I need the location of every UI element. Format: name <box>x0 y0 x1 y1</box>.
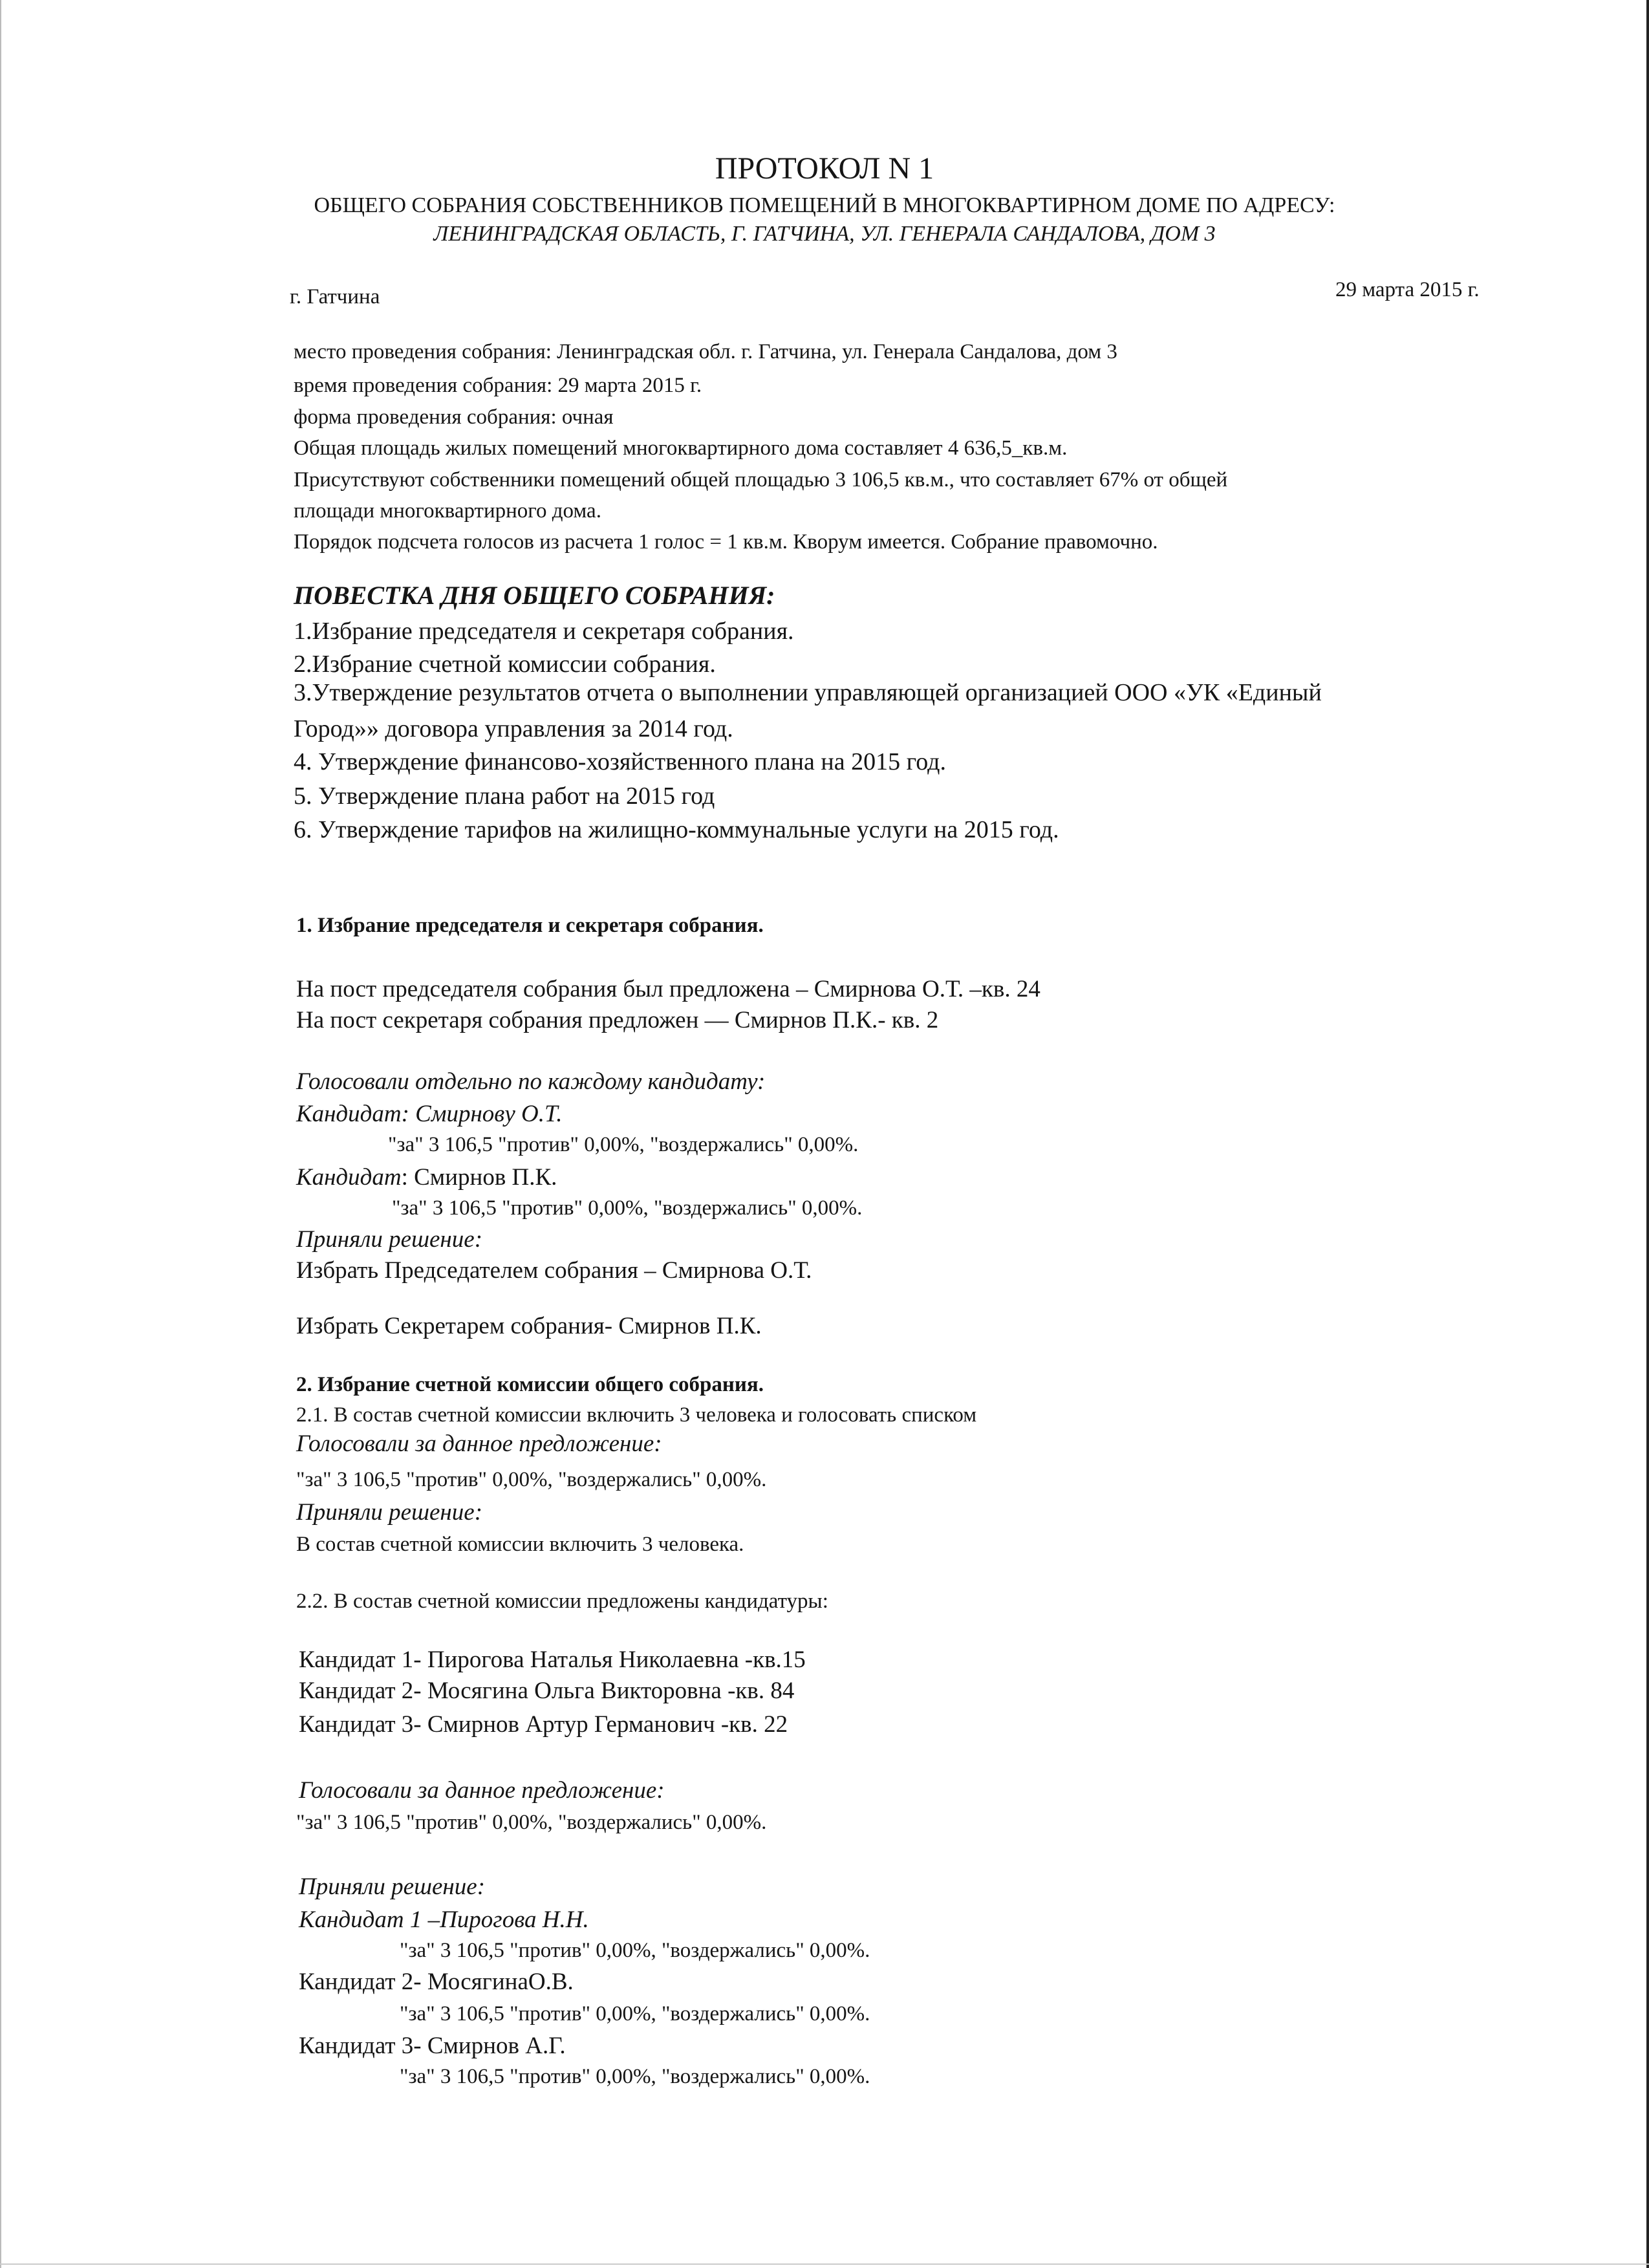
section2-decision1: В состав счетной комиссии включить 3 человека. <box>296 1533 744 1556</box>
info-line: Порядок подсчета голосов из расчета 1 голос = 1 кв.м. Кворум имеется. Собрание правомочно. <box>294 530 1158 554</box>
agenda-item: 3.Утверждение результатов отчета о выполнении управляющей организацией ООО «УК «Единый <box>294 679 1322 706</box>
scan-edge-bottom <box>0 2263 1649 2265</box>
document-address: ЛЕНИНГРАДСКАЯ ОБЛАСТЬ, Г. ГАТЧИНА, УЛ. ГЕНЕРАЛА САНДАЛОВА, ДОМ 3 <box>433 222 1216 246</box>
section2-result-candidate: Кандидат 2- МосягинаО.В. <box>299 1969 574 1995</box>
section1-voted-separately: Голосовали отдельно по каждому кандидату: <box>296 1068 766 1095</box>
section1-proposal-secretary: На пост секретаря собрания предложен — Смирнов П.К.- кв. 2 <box>296 1007 939 1033</box>
section2-decided2: Приняли решение: <box>299 1874 486 1900</box>
section1-candidate2-name: : Смирнов П.К. <box>401 1164 557 1191</box>
section2-candidate: Кандидат 2- Мосягина Ольга Викторовна -кв. 84 <box>299 1678 795 1704</box>
info-line: время проведения собрания: 29 марта 2015 г. <box>294 374 702 397</box>
section2-result-votes: "за" 3 106,5 "против" 0,00%, "воздержались" 0,00%. <box>400 2002 870 2025</box>
agenda-item: 4. Утверждение финансово-хозяйственного плана на 2015 год. <box>294 748 946 775</box>
section2-candidate: Кандидат 1- Пирогова Наталья Николаевна -кв.15 <box>299 1647 806 1673</box>
agenda-item: 2.Избрание счетной комиссии собрания. <box>294 651 716 678</box>
section1-heading: 1. Избрание председателя и секретаря собрания. <box>296 914 764 937</box>
section1-decision-secretary: Избрать Секретарем собрания- Смирнов П.К. <box>296 1313 762 1339</box>
scan-edge-left <box>0 0 1 2268</box>
section1-votes1: "за" 3 106,5 "против" 0,00%, "воздержались" 0,00%. <box>388 1133 859 1156</box>
document-subtitle: ОБЩЕГО СОБРАНИЯ СОБСТВЕННИКОВ ПОМЕЩЕНИЙ В МНОГОКВАРТИРНОМ ДОМЕ ПО АДРЕСУ: <box>314 193 1335 217</box>
info-line: место проведения собрания: Ленинградская обл. г. Гатчина, ул. Генерала Сандалова, дом 3 <box>294 340 1117 363</box>
info-line: Общая площадь жилых помещений многоквартирного дома составляет 4 636,5_кв.м. <box>294 437 1068 460</box>
section2-candidate: Кандидат 3- Смирнов Артур Германович -кв. 22 <box>299 1711 788 1738</box>
agenda-item: 1.Избрание председателя и секретаря собрания. <box>294 618 794 645</box>
section2-result-candidate: Кандидат 3- Смирнов А.Г. <box>299 2033 566 2059</box>
section2-p21: 2.1. В состав счетной комиссии включить 3 человека и голосовать списком <box>296 1403 977 1427</box>
section1-votes2: "за" 3 106,5 "против" 0,00%, "воздержались" 0,00%. <box>392 1196 863 1220</box>
scan-edge-right <box>1646 0 1649 2268</box>
agenda-title: ПОВЕСТКА ДНЯ ОБЩЕГО СОБРАНИЯ: <box>294 581 775 610</box>
agenda-item: 5. Утверждение плана работ на 2015 год <box>294 783 715 810</box>
section2-votes2: "за" 3 106,5 "против" 0,00%, "воздержались" 0,00%. <box>296 1811 767 1834</box>
section2-result-votes: "за" 3 106,5 "против" 0,00%, "воздержались" 0,00%. <box>400 2065 870 2088</box>
document-city: г. Гатчина <box>290 285 380 308</box>
section2-heading: 2. Избрание счетной комиссии общего собрания. <box>296 1373 764 1396</box>
section1-decided: Приняли решение: <box>296 1226 483 1253</box>
info-line: площади многоквартирного дома. <box>294 499 601 523</box>
section2-votes1: "за" 3 106,5 "против" 0,00%, "воздержались" 0,00%. <box>296 1468 767 1491</box>
section1-candidate2-label: Кандидат <box>296 1164 402 1191</box>
document-title: ПРОТОКОЛ N 1 <box>715 151 934 186</box>
document-date: 29 марта 2015 г. <box>1335 278 1480 301</box>
section2-p22: 2.2. В состав счетной комиссии предложены кандидатуры: <box>296 1590 828 1613</box>
agenda-item: Город»» договора управления за 2014 год. <box>294 715 733 742</box>
info-line: форма проведения собрания: очная <box>294 405 614 429</box>
agenda-item: 6. Утверждение тарифов на жилищно-коммунальные услуги на 2015 год. <box>294 816 1059 843</box>
section2-voted2: Голосовали за данное предложение: <box>299 1777 665 1804</box>
section1-candidate1: Кандидат: Смирнову О.Т. <box>296 1101 563 1127</box>
section2-result-candidate: Кандидат 1 –Пирогова Н.Н. <box>299 1906 589 1933</box>
section1-candidate2 <box>296 1164 557 1192</box>
section1-decision-chair: Избрать Председателем собрания – Смирнова О.Т. <box>296 1257 812 1284</box>
section2-result-votes: "за" 3 106,5 "против" 0,00%, "воздержались" 0,00%. <box>400 1939 870 1962</box>
section2-voted1: Голосовали за данное предложение: <box>296 1431 662 1457</box>
section2-decided1: Приняли решение: <box>296 1499 483 1526</box>
info-line: Присутствуют собственники помещений общей площадью 3 106,5 кв.м., что составляет 67% от общей <box>294 468 1228 491</box>
section1-proposal-chair: На пост председателя собрания был предложена – Смирнова О.Т. –кв. 24 <box>296 976 1040 1002</box>
